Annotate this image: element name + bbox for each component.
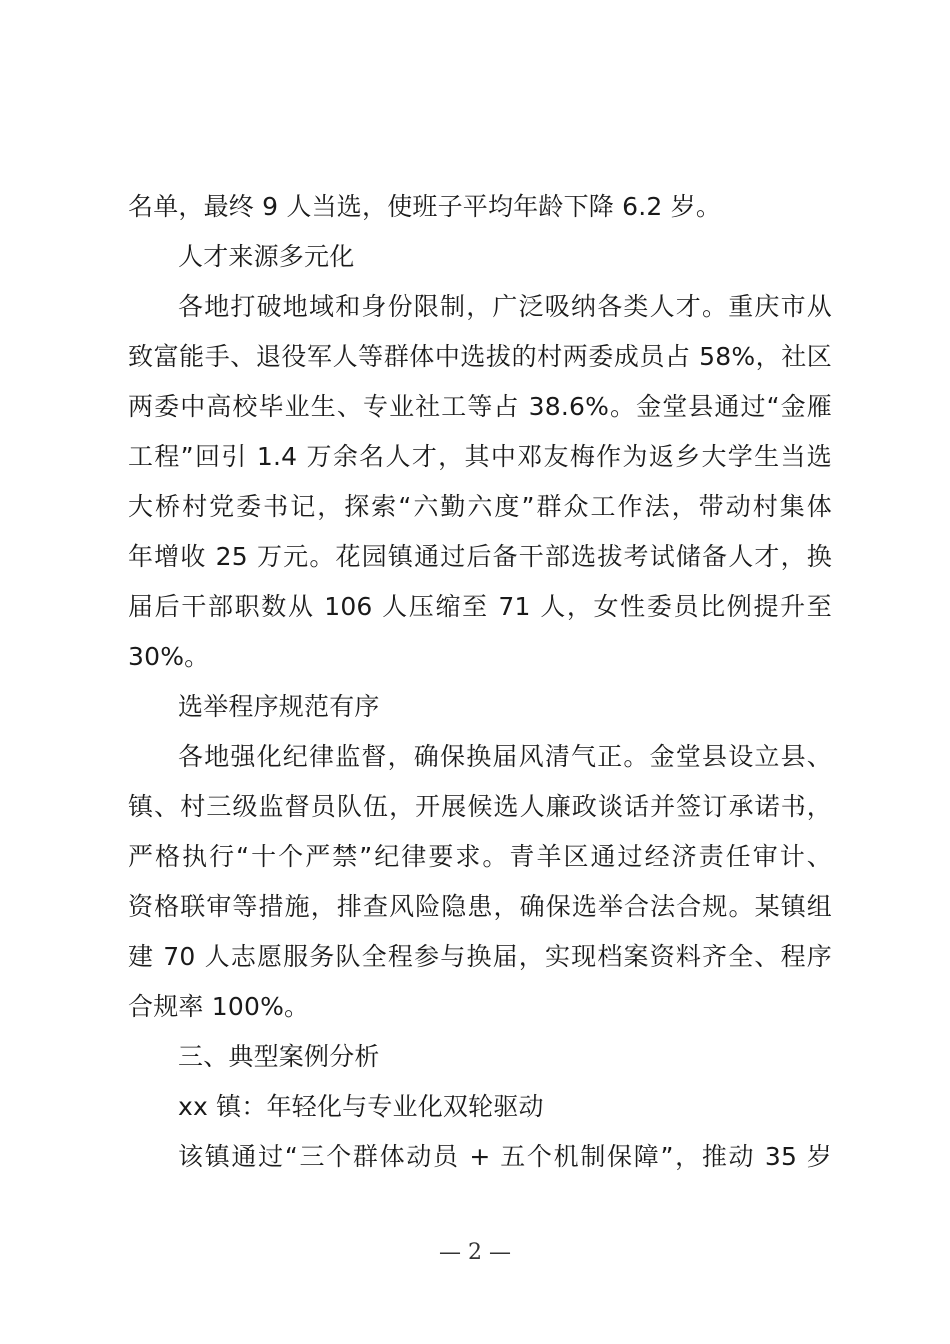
body-line-7: 大桥村党委书记，探索“六勤六度”群众工作法，带动村集体: [128, 492, 832, 521]
section-heading-election-procedure: 选举程序规范有序: [178, 692, 380, 721]
section-heading-case-analysis: 三、典型案例分析: [178, 1042, 380, 1071]
body-line-14: 严格执行“十个严禁”纪律要求。青羊区通过经济责任审计、: [128, 842, 832, 871]
body-line-16: 建 70 人志愿服务队全程参与换届，实现档案资料齐全、程序: [128, 942, 832, 971]
body-line-17: 合规率 100%。: [128, 992, 310, 1021]
body-line-20: 该镇通过“三个群体动员 + 五个机制保障”，推动 35 岁: [178, 1142, 832, 1171]
body-line-15: 资格联审等措施，排查风险隐患，确保选举合法合规。某镇组: [128, 892, 832, 921]
body-line-1: 名单，最终 9 人当选，使班子平均年龄下降 6.2 岁。: [128, 192, 722, 221]
body-line-3: 各地打破地域和身份限制，广泛吸纳各类人才。重庆市从: [178, 292, 832, 321]
body-line-9: 届后干部职数从 106 人压缩至 71 人，女性委员比例提升至: [128, 592, 832, 621]
body-line-5: 两委中高校毕业生、专业社工等占 38.6%。金堂县通过“金雁: [128, 392, 832, 421]
page-number: — 2 —: [439, 1240, 511, 1265]
body-line-6: 工程”回引 1.4 万余名人才，其中邓友梅作为返乡大学生当选: [128, 442, 832, 471]
subsection-heading-xx-town: xx 镇：年轻化与专业化双轮驱动: [178, 1092, 544, 1121]
section-heading-talent-sources: 人才来源多元化: [178, 242, 355, 271]
body-line-8: 年增收 25 万元。花园镇通过后备干部选拔考试储备人才，换: [128, 542, 832, 571]
body-line-13: 镇、村三级监督员队伍，开展候选人廉政谈话并签订承诺书，: [128, 792, 832, 821]
document-body: [128, 182, 832, 1182]
body-line-10: 30%。: [128, 642, 210, 671]
body-line-12: 各地强化纪律监督，确保换届风清气正。金堂县设立县、: [178, 742, 832, 771]
body-line-4: 致富能手、退役军人等群体中选拔的村两委成员占 58%，社区: [128, 342, 832, 371]
